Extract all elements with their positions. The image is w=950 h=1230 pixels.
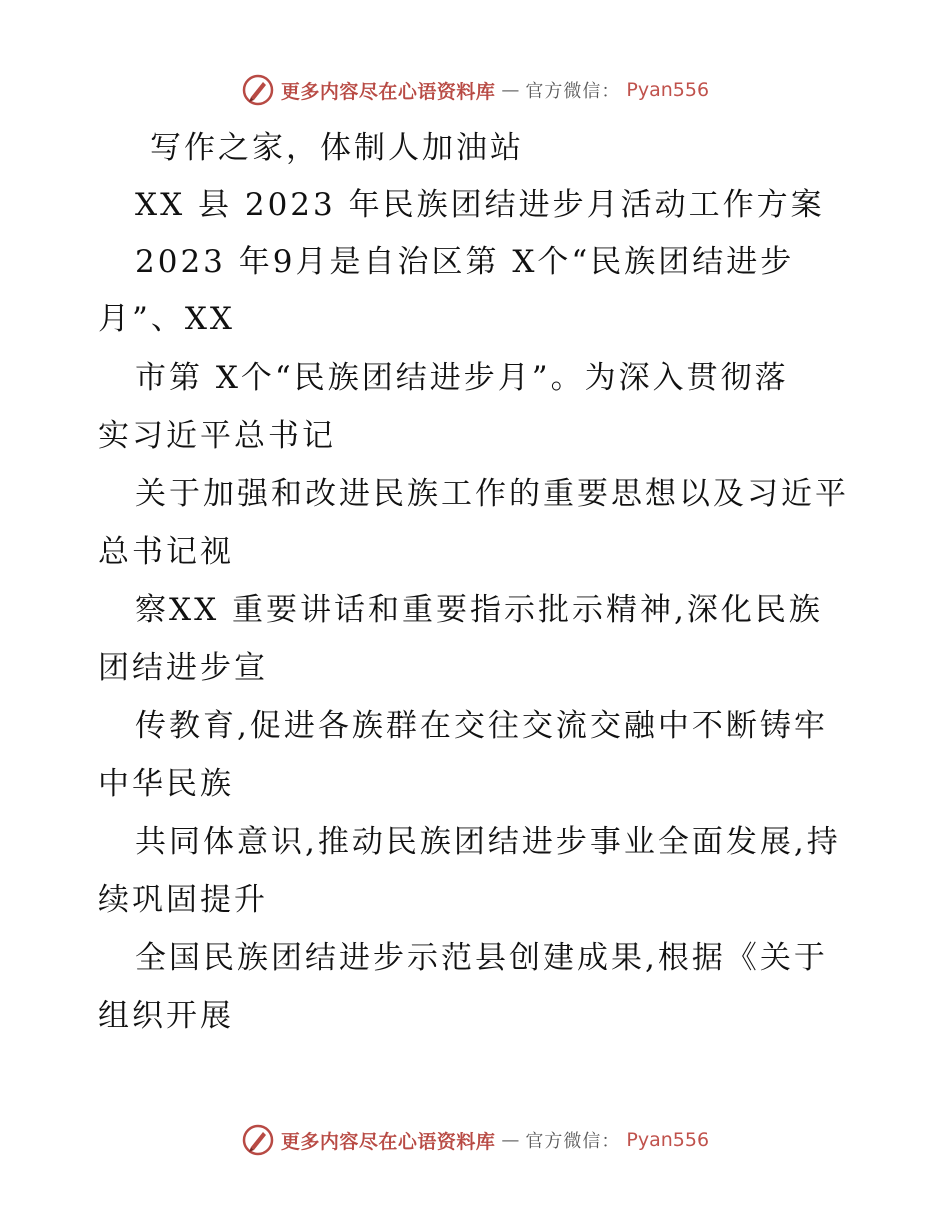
doc-line: 全国民族团结进步示范县创建成果,根据《关于	[135, 940, 828, 976]
doc-line: 实习近平总书记	[98, 418, 336, 454]
doc-line: 中华民族	[98, 766, 234, 802]
doc-line: 2023 年9月是自治区第 X个“民族团结进步	[135, 244, 795, 280]
footer-watermark	[0, 1120, 950, 1160]
doc-line: 察XX 重要讲话和重要指示批示精神,深化民族	[135, 592, 823, 628]
doc-line: 续巩固提升	[98, 882, 268, 918]
doc-line: 组织开展	[98, 998, 234, 1034]
watermark-main-text: 更多内容尽在心语资料库	[280, 1130, 496, 1153]
watermark-separator: —	[501, 79, 520, 101]
watermark-wechat-label: 官方微信：	[525, 81, 621, 102]
pen-logo-icon	[241, 1123, 275, 1157]
doc-title: XX 县 2023 年民族团结进步月活动工作方案	[135, 187, 825, 223]
doc-line: 关于加强和改进民族工作的重要思想以及习近平	[135, 476, 849, 512]
doc-line: 月”、XX	[98, 301, 235, 337]
pen-logo-icon	[241, 73, 275, 107]
doc-line: 传教育,促进各族群在交往交流交融中不断铸牢	[135, 708, 828, 744]
watermark-wechat-label: 官方微信：	[525, 1131, 621, 1152]
doc-line: 市第 X个“民族团结进步月”。为深入贯彻落	[135, 360, 789, 396]
watermark-separator: —	[501, 1129, 520, 1151]
header-watermark	[0, 70, 950, 110]
doc-line: 总书记视	[98, 534, 234, 570]
watermark-main-text: 更多内容尽在心语资料库	[280, 80, 496, 103]
doc-line: 写作之家，体制人加油站	[150, 130, 524, 166]
watermark-wechat-id: Pyan556	[626, 79, 710, 101]
doc-line: 共同体意识,推动民族团结进步事业全面发展,持	[135, 824, 841, 860]
watermark-wechat-id: Pyan556	[626, 1129, 710, 1151]
doc-line: 团结进步宣	[98, 650, 268, 686]
